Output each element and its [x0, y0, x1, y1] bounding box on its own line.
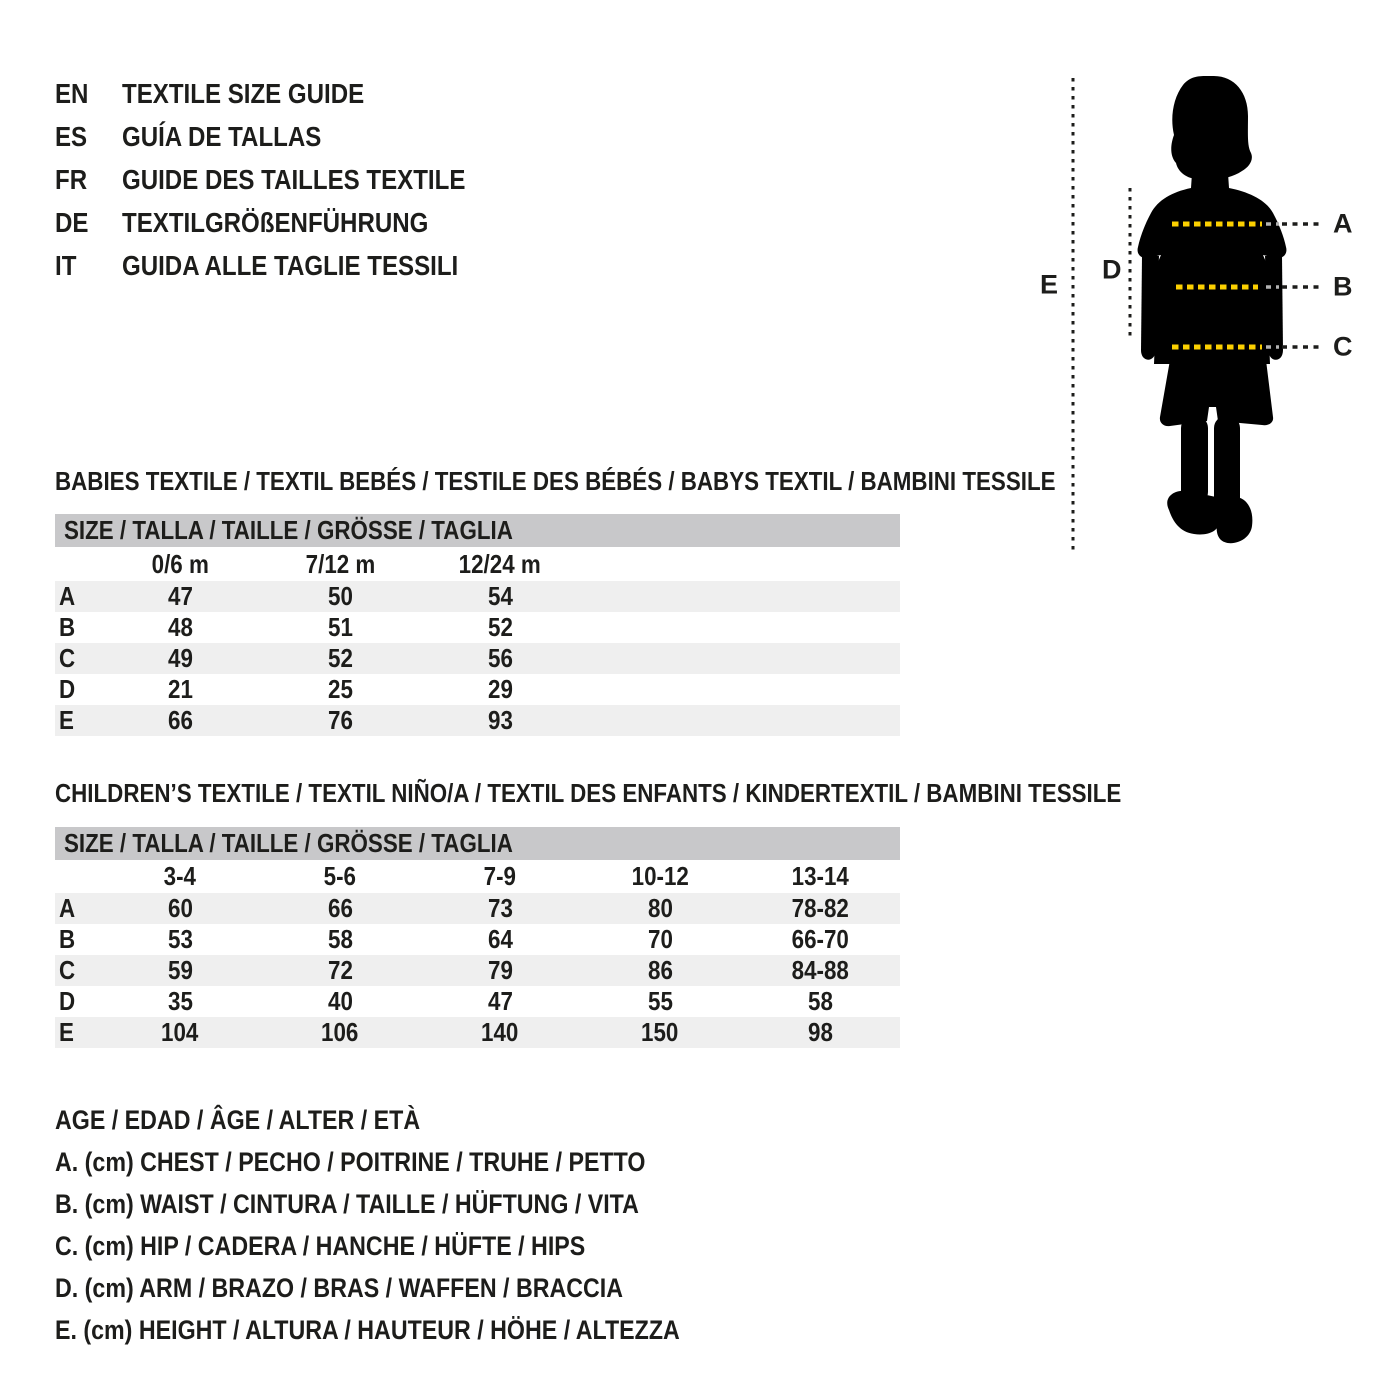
children-section-title: CHILDREN’S TEXTILE / TEXTIL NIÑO/A / TEXTIL DES ENFANTS / KINDERTEXTIL / BAMBINI TESSILE: [55, 778, 1122, 808]
value-cell: 86: [647, 955, 673, 985]
babies-size-table: [55, 514, 900, 736]
column-header: 5-6: [323, 861, 357, 891]
value-cell: 55: [647, 986, 673, 1016]
value-cell: 72: [327, 955, 353, 985]
child-left-shoe: [1167, 491, 1219, 535]
language-title: GUIDE DES TAILLES TEXTILE: [122, 163, 466, 195]
child-head: [1171, 76, 1252, 179]
child-right-shoe: [1217, 497, 1253, 544]
child-shorts: [1160, 360, 1273, 426]
table-row: [55, 643, 900, 674]
value-cell: 21: [167, 674, 193, 704]
row-label: E: [59, 1017, 74, 1047]
value-cell: 54: [487, 581, 513, 611]
value-cell: 98: [807, 1017, 833, 1047]
value-cell: 47: [487, 986, 513, 1016]
table-row: [55, 674, 900, 705]
language-row: [55, 244, 521, 287]
value-cell: 59: [167, 955, 193, 985]
measure-label-c: C: [1333, 331, 1353, 362]
value-cell: 47: [167, 581, 193, 611]
column-header: 7/12 m: [305, 548, 375, 579]
value-cell: 50: [327, 581, 353, 611]
table-row: [55, 581, 900, 612]
legend-age-line: AGE / EDAD / ÂGE / ALTER / ETÀ: [55, 1104, 421, 1135]
babies-size-bar: SIZE / TALLA / TAILLE / GRÖSSE / TAGLIA: [55, 514, 900, 547]
value-cell: 84-88: [791, 955, 849, 985]
column-header: 3-4: [163, 861, 197, 891]
row-label: C: [59, 955, 76, 985]
value-cell: 51: [327, 612, 353, 642]
row-label: D: [59, 986, 76, 1016]
row-label: D: [59, 674, 76, 704]
row-label: B: [59, 924, 76, 954]
value-cell: 66: [327, 893, 353, 923]
value-cell: 66-70: [791, 924, 849, 954]
value-cell: 80: [647, 893, 673, 923]
column-header: 12/24 m: [458, 548, 542, 579]
value-cell: 58: [807, 986, 833, 1016]
row-label: A: [59, 581, 76, 611]
table-row: [55, 1017, 900, 1048]
value-cell: 150: [641, 1017, 679, 1047]
value-cell: 106: [321, 1017, 359, 1047]
children-size-table: [55, 827, 900, 1048]
value-cell: 53: [167, 924, 193, 954]
value-cell: 64: [487, 924, 513, 954]
value-cell: 35: [167, 986, 193, 1016]
value-cell: 93: [487, 705, 513, 735]
row-label: A: [59, 893, 76, 923]
value-cell: 78-82: [791, 893, 849, 923]
table-row: [55, 924, 900, 955]
language-row: [55, 72, 521, 115]
language-title: GUIDA ALLE TAGLIE TESSILI: [122, 249, 459, 281]
legend-item: A. (cm) CHEST / PECHO / POITRINE / TRUHE / PETTO: [55, 1146, 646, 1177]
column-header: 10-12: [631, 861, 689, 891]
measure-label-d: D: [1102, 254, 1122, 285]
value-cell: 76: [327, 705, 353, 735]
row-label: B: [59, 612, 76, 642]
legend-item: B. (cm) WAIST / CINTURA / TAILLE / HÜFTUNG / VITA: [55, 1188, 639, 1219]
value-cell: 60: [167, 893, 193, 923]
value-cell: 58: [327, 924, 353, 954]
table-row: [55, 986, 900, 1017]
value-cell: 25: [327, 674, 353, 704]
table-row: [55, 612, 900, 643]
column-header: 0/6 m: [151, 548, 209, 579]
child-torso-shirt: [1138, 173, 1287, 364]
value-cell: 70: [647, 924, 673, 954]
language-list: [55, 72, 521, 287]
measure-label-e: E: [1040, 269, 1059, 300]
legend-item: E. (cm) HEIGHT / ALTURA / HAUTEUR / HÖHE / ALTEZZA: [55, 1314, 680, 1345]
language-title: TEXTILE SIZE GUIDE: [122, 77, 365, 109]
language-row: [55, 201, 521, 244]
value-cell: 73: [487, 893, 513, 923]
language-code: EN: [55, 77, 89, 109]
language-code: FR: [55, 163, 88, 195]
language-row: [55, 115, 521, 158]
value-cell: 104: [161, 1017, 199, 1047]
value-cell: 29: [487, 674, 513, 704]
value-cell: 40: [327, 986, 353, 1016]
measure-label-b: B: [1333, 271, 1353, 302]
value-cell: 56: [487, 643, 513, 673]
column-header: 13-14: [791, 861, 849, 891]
language-title: TEXTILGRÖßENFÜHRUNG: [122, 206, 429, 238]
value-cell: 52: [487, 612, 513, 642]
legend-item: D. (cm) ARM / BRAZO / BRAS / WAFFEN / BRACCIA: [55, 1272, 624, 1303]
language-code: ES: [55, 120, 88, 152]
row-label: C: [59, 643, 76, 673]
value-cell: 140: [481, 1017, 519, 1047]
column-header: 7-9: [483, 861, 517, 891]
measure-label-a: A: [1333, 208, 1353, 239]
row-label: E: [59, 705, 74, 735]
children-table-header: [55, 860, 900, 893]
language-code: IT: [55, 249, 77, 281]
value-cell: 52: [327, 643, 353, 673]
babies-table-header: [55, 547, 900, 581]
value-cell: 66: [167, 705, 193, 735]
children-size-bar: SIZE / TALLA / TAILLE / GRÖSSE / TAGLIA: [55, 827, 900, 860]
legend-item: C. (cm) HIP / CADERA / HANCHE / HÜFTE / HIPS: [55, 1230, 586, 1261]
babies-section-title: BABIES TEXTILE / TEXTIL BEBÉS / TESTILE DES BÉBÉS / BABYS TEXTIL / BAMBINI TESSILE: [55, 466, 1056, 496]
table-row: [55, 955, 900, 986]
language-code: DE: [55, 206, 89, 238]
language-row: [55, 158, 521, 201]
measurement-legend: [55, 1099, 781, 1351]
value-cell: 48: [167, 612, 193, 642]
language-title: GUÍA DE TALLAS: [122, 120, 322, 152]
value-cell: 49: [167, 643, 193, 673]
value-cell: 79: [487, 955, 513, 985]
table-row: [55, 893, 900, 924]
table-row: [55, 705, 900, 736]
